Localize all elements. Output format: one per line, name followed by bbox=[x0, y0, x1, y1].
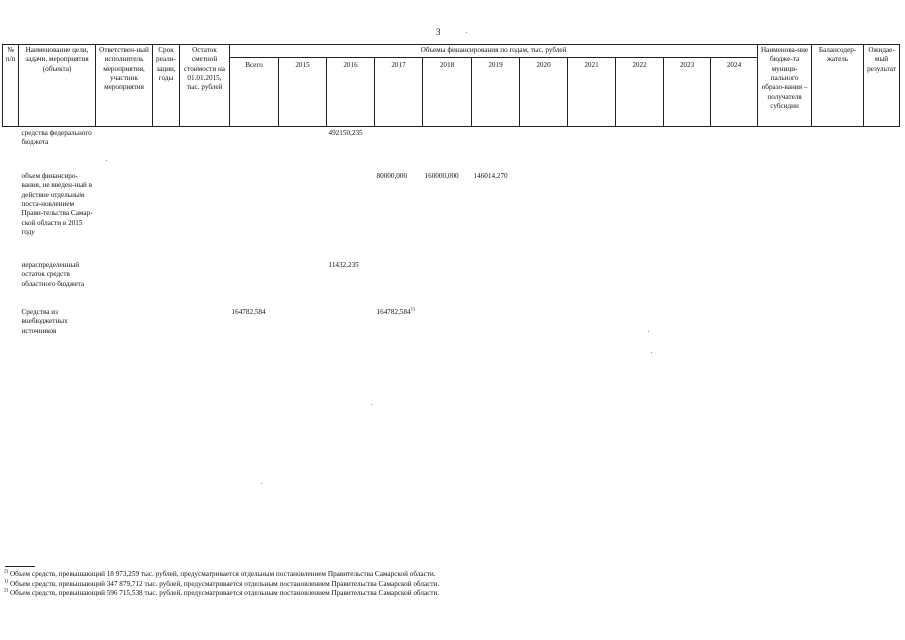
cell-value bbox=[423, 257, 472, 304]
header-balance-holder: Балансодер-жатель bbox=[812, 45, 864, 127]
cell-value: 146014,270 bbox=[473, 172, 508, 180]
cell-value: 492150,235 bbox=[328, 129, 363, 137]
footnote-text: Объем средств, превышающий 596 715,538 тыс. рублей, предусматривается отдельным постановлением Правительства Самарской области. bbox=[9, 589, 440, 597]
footnote bbox=[4, 580, 439, 590]
cell-value: 160000,000 bbox=[424, 172, 459, 180]
cell-value bbox=[472, 127, 520, 167]
cell-value bbox=[375, 304, 423, 345]
footnote-mark: 2) bbox=[4, 569, 9, 575]
header-year: 2023 bbox=[664, 58, 711, 127]
header-budget-name: Наименова-ние бюдже-та муници-пального образо-вания – получателя субсидии bbox=[758, 45, 812, 127]
cell-value bbox=[279, 304, 327, 345]
funding-table bbox=[2, 44, 900, 345]
table-row bbox=[3, 127, 900, 167]
cell-value-text: 164782,584 bbox=[376, 308, 411, 316]
header-responsible: Ответствен-ный исполнитель мероприятия, участник мероприятия bbox=[96, 45, 153, 127]
header-remainder: Остаток сметной стоимости на 01.01.2015, тыс. рублей bbox=[180, 45, 230, 127]
table-row bbox=[3, 166, 900, 257]
scan-speck bbox=[466, 32, 467, 33]
header-year: 2019 bbox=[472, 58, 520, 127]
cell-value bbox=[423, 127, 472, 167]
cell-value bbox=[375, 257, 423, 304]
cell-value bbox=[472, 304, 520, 345]
cell-value bbox=[279, 127, 327, 167]
cell-value: 80000,000 bbox=[376, 172, 408, 180]
header-year: 2015 bbox=[279, 58, 327, 127]
row-total bbox=[230, 257, 279, 304]
header-year: 2016 bbox=[327, 58, 375, 127]
row-total bbox=[230, 166, 279, 257]
footnote-ref: 1) bbox=[410, 307, 415, 313]
header-year: 2021 bbox=[568, 58, 616, 127]
table-row bbox=[3, 257, 900, 304]
footnote-divider bbox=[5, 566, 35, 567]
scan-speck bbox=[106, 160, 107, 161]
header-year: 2022 bbox=[616, 58, 664, 127]
row-name: нераспределенный остаток средств областного бюджета bbox=[21, 261, 85, 288]
header-year: 2020 bbox=[520, 58, 568, 127]
footnotes bbox=[4, 570, 439, 599]
cell-value bbox=[279, 257, 327, 304]
cell-value bbox=[327, 304, 375, 345]
row-name: объем финансиро-вания, не введен-ный в действие отдельным поста-новлением Прави-тельства Самар-ской области в 2015 году bbox=[21, 172, 93, 237]
footnote bbox=[4, 570, 439, 580]
header-funding-group: Объемы финансирования по годам, тыс. рублей bbox=[230, 45, 758, 58]
cell-value: 11432,235 bbox=[328, 261, 359, 269]
header-number: № п/п bbox=[3, 45, 19, 127]
footnote bbox=[4, 589, 439, 599]
header-year: 2017 bbox=[375, 58, 423, 127]
cell-value bbox=[327, 166, 375, 257]
scan-speck bbox=[651, 352, 652, 353]
cell-value bbox=[472, 257, 520, 304]
header-term: Срок реали-зации, годы bbox=[153, 45, 180, 127]
scan-speck bbox=[648, 331, 649, 332]
cell-value bbox=[279, 166, 327, 257]
row-name: средства федерального бюджета bbox=[21, 129, 92, 147]
row-total bbox=[230, 127, 279, 167]
footnote-text: Объем средств, превышающий 347 879,712 тыс. рублей, предусматривается отдельным постановлением Правительства Самарской области. bbox=[9, 579, 440, 588]
header-expected-result: Ожидае-мый результат bbox=[864, 45, 900, 127]
table-row bbox=[3, 304, 900, 345]
page-number: 3 bbox=[436, 27, 441, 37]
cell-value bbox=[423, 304, 472, 345]
row-name: Средства из внебюджетных источников bbox=[21, 308, 68, 335]
header-name: Наименование цели, задачи, мероприятия (объекта) bbox=[19, 45, 96, 127]
footnote-text: Объем средств, превышающий 18 973,259 тыс. рублей, предусматривается отдельным постановлением Правительства Самарской области. bbox=[9, 570, 436, 578]
scan-speck bbox=[261, 483, 262, 484]
header-year: 2018 bbox=[423, 58, 472, 127]
scan-speck bbox=[371, 404, 372, 405]
row-total: 164782,584 bbox=[231, 308, 266, 316]
footnote-mark: 1) bbox=[4, 579, 9, 585]
cell-value bbox=[375, 127, 423, 167]
footnote-mark: 2) bbox=[4, 588, 9, 594]
header-total: Всего bbox=[230, 58, 279, 127]
header-year: 2024 bbox=[711, 58, 758, 127]
